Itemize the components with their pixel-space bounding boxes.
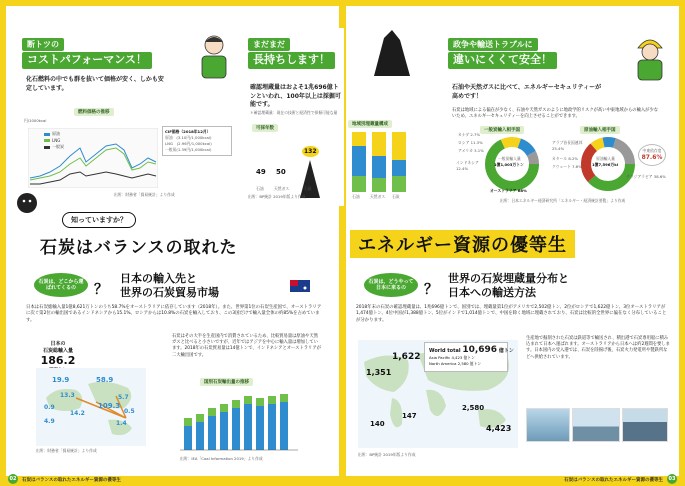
- coal-slice-australia: オーストラリア 68%: [490, 188, 527, 193]
- region-bar-gas: [372, 132, 386, 192]
- reserve-sc-america: 140: [370, 420, 385, 428]
- cif-row-coal: 一般炭(1.39円/1,000kcal): [165, 147, 212, 152]
- reserves-card-note: ＊確認埋蔵量：現在の技術と経済性で採掘可能な量: [250, 110, 338, 115]
- coal-pile-icon: [298, 158, 322, 198]
- r-over-p-value-oil: 49: [256, 168, 266, 176]
- security-card-title: 違いにくくて安全！: [448, 52, 557, 69]
- trade-bars: [184, 394, 288, 450]
- oil-slice-saudi: サウジアラビア 38.6%: [626, 174, 666, 179]
- map-value-3: 13.3: [60, 392, 75, 399]
- security-source: 出所：日本エネルギー経済研究所「エネルギー・経済統計要覧」より作成: [500, 198, 626, 203]
- safety-worker-illustration-icon: [630, 32, 670, 82]
- world-total-line: World total 10,696 億トン: [429, 345, 514, 355]
- map-value-2: 58.9: [96, 376, 114, 384]
- coal-import-chart-title: 一般炭輸入相手国: [480, 126, 524, 134]
- reserve-europe: 1,351: [366, 368, 392, 377]
- coal-mountain-illustration-icon: [374, 30, 410, 76]
- trade-chart-title: 国別石炭輸出量の推移: [200, 378, 253, 386]
- page-number-right: 03: [668, 476, 676, 482]
- cif-row-lng: LNG (2.96円/1,000kcal): [165, 141, 212, 146]
- map-value-10: 0.5: [124, 408, 135, 415]
- fuel-price-series-legend: [44, 131, 64, 151]
- coal-import-center-value: 1億1,003万トン: [494, 162, 524, 167]
- page-number-left: 02: [9, 476, 17, 482]
- reserve-row-2: North America 2,580 億トン: [429, 361, 482, 366]
- mideast-dependency-label: 中東依存度: [642, 148, 662, 153]
- left-section-body: 日本は石炭総輸入量1億8,621万トンのうち58.7%をオーストラリアに依存しています（2018年）。また、世界第1位の石炭生産国で、オーストラリアに次ぐ第2位の輸出国であるインドネシアから15.1%、ロシアからは10.8%の石炭を輸入しており、この3国だけで輸入量全体の約85%を占めています。: [26, 305, 322, 323]
- region-composition-title: 地域別埋蔵量構成: [348, 120, 392, 128]
- map-value-6: 14.2: [70, 410, 85, 417]
- reserves-card-title-small: まだまだ: [248, 38, 290, 51]
- map-value-5: 4.9: [44, 418, 55, 425]
- right-question-bubble: 石炭は、どうやって日本に来るの: [364, 273, 418, 297]
- left-question-mark: ？: [94, 282, 108, 298]
- reserves-source: 出所：BP統計 2019年版より作成: [248, 194, 306, 199]
- oil-import-center-value: 1億7,596万kl: [592, 162, 619, 167]
- map-value-9: 1.4: [116, 420, 127, 427]
- r-over-p-label-gas: 天然ガス: [274, 186, 290, 191]
- region-stacked-bars: [350, 132, 410, 192]
- japan-import-label-1: 日本の: [50, 341, 66, 347]
- reserves-map-source: 出所：BP統計 2019年版より作成: [358, 452, 416, 457]
- left-section-body-2: 石炭はその大半を生産国内で消費されているため、比較貿易量は原油や天然ガスと比べると小さいですが、近年ではアジアを中心に輸入量は増加しています。2018年の石炭貿易量は14億トンで、インドネシアとオーストラリアが二大輸出国です。: [172, 334, 321, 358]
- r-over-p-chart-title: 可採年数: [252, 124, 278, 132]
- map-value-4: 0.9: [44, 404, 55, 411]
- r-over-p-label-coal: 石炭: [304, 186, 312, 191]
- right-section-body-2: 生産地で掘削された石炭は鉄道等で輸送され、積出港で石炭専用船に積み込まれて日本へ運ばれます。オーストラリアから日本へは約2週間を要します。日本国内の受入港では、石炭を陸揚げ後、石炭火力発電所や製鉄所などへ供給されています。: [526, 336, 670, 360]
- cif-row-oil: 原油 (3.10円/1,000kcal): [165, 135, 212, 140]
- cif-price-box: [162, 126, 232, 156]
- coal-slice-russia: ロシア 11.3%: [458, 140, 483, 145]
- security-card-body: 石炭は地域による偏在が少なく、石油や天然ガスのように地政学的リスクが高い中東地域からの輸入が少ないため、エネルギーセキュリティーを向上させることができます。: [452, 108, 659, 120]
- region-col-coal: 石炭: [392, 194, 400, 199]
- australia-flag-icon: [290, 280, 310, 292]
- map-value-8: 5.7: [118, 394, 129, 401]
- security-card-title-small: 政争や輸送トラブルに: [448, 38, 538, 51]
- reserve-africa: 147: [402, 412, 417, 420]
- mideast-dependency-value: 87.6%: [641, 154, 663, 161]
- map-source: 出所：財務省「貿易統計」より作成: [36, 448, 97, 453]
- cost-card-title: コストパフォーマンス！: [22, 52, 152, 69]
- coal-mascot-icon: [16, 190, 38, 214]
- coal-mine-photo: [526, 408, 570, 442]
- legend-coal: 一般炭: [52, 144, 64, 149]
- fuel-price-chart-title: 燃料価格の推移: [74, 108, 114, 116]
- right-question-mark: ？: [424, 282, 438, 298]
- coal-import-center-label: 一般炭輸入量: [498, 156, 521, 161]
- world-total-panel: [424, 342, 514, 372]
- reserves-card-lead: 確認埋蔵量はおよそ1兆696億トンといわれ、100年以上は採掘可能です。: [250, 84, 341, 109]
- legend-lng: LNG: [52, 138, 61, 143]
- cif-price-box-title: CIF価格（2018年12月）: [165, 129, 211, 134]
- reserve-row-1: Asia Pacific 4,423 億トン: [429, 355, 475, 360]
- oil-import-chart-title: 原油輸入相手国: [580, 126, 620, 134]
- region-bar-coal: [392, 132, 406, 192]
- legend-oil: 原油: [52, 131, 60, 136]
- reserve-asia-pacific: 4,423: [486, 424, 512, 433]
- banner-headline-left: 石炭はバランスの取れた: [40, 238, 238, 258]
- trade-source: 出所：IEA「Coal Information 2019」より作成: [180, 456, 263, 461]
- businessman-illustration-icon: [194, 32, 234, 80]
- world-total-value: 10,696: [462, 345, 498, 355]
- footer-right-text: 石炭はバランスの取れたエネルギー資源の優等生: [564, 478, 663, 483]
- oil-slice-uae: アラブ首長国連邦 25.4%: [552, 140, 583, 151]
- region-bar-oil: [352, 132, 366, 192]
- coal-port-photo: [622, 408, 668, 442]
- right-section-heading-2: 日本への輸送方法: [448, 286, 536, 299]
- japan-import-label-2: 石炭総輸入量: [42, 348, 73, 354]
- oil-slice-qatar: カタール 8.2%: [552, 156, 578, 161]
- cost-card-lead: 化石燃料の中でも群を抜いて価格が安く、しかも安定しています。: [26, 76, 164, 92]
- region-composition-card: [346, 118, 430, 206]
- oil-import-center-label: 原油輸入量: [596, 156, 615, 161]
- r-over-p-value-coal: 132: [304, 148, 317, 155]
- oil-slice-kuwait: クウェート 7.6%: [552, 164, 582, 169]
- coal-slice-usa: アメリカ 3.1%: [458, 148, 484, 153]
- footer-left-text: 石炭はバランスの取れたエネルギー資源の優等生: [22, 478, 121, 483]
- cost-card-title-small: 断トツの: [22, 38, 64, 51]
- r-over-p-label-oil: 石油: [256, 186, 264, 191]
- reserve-cis: 1,622: [392, 352, 421, 362]
- region-col-oil: 石油: [352, 194, 360, 199]
- did-you-know-badge: 知っていますか？: [62, 212, 136, 228]
- banner-headline-right: エネルギー資源の優等生: [350, 230, 575, 258]
- fuel-price-source: 出所：財務省「貿易統計」より作成: [114, 192, 175, 197]
- r-over-p-value-gas: 50: [276, 168, 286, 176]
- region-col-gas: 天然ガス: [370, 194, 386, 199]
- trade-stacked-bar-chart: [180, 390, 298, 452]
- coal-slice-canada: カナダ 2.7%: [458, 132, 481, 137]
- left-question-bubble: 石炭は、どこから運ばれてくるの: [34, 273, 88, 297]
- left-section-heading-1: 日本の輸入先と: [120, 272, 197, 285]
- fuel-price-y-unit: 円/1000kcal: [24, 118, 47, 123]
- map-value-1: 19.9: [52, 376, 70, 384]
- reserves-card-title: 長持ちします！: [248, 52, 335, 69]
- right-section-heading-1: 世界の石炭埋蔵量分布と: [448, 272, 569, 285]
- coal-ship-photo: [572, 408, 620, 442]
- reserves-card: [244, 28, 344, 206]
- coal-slice-indonesia: インドネシア 12.4%: [456, 160, 479, 171]
- map-value-7: 109.3: [98, 402, 121, 410]
- japan-import-value: 186.2: [40, 354, 76, 367]
- mideast-dependency-callout: [638, 144, 666, 166]
- security-card-lead: 石油や天然ガスに比べて、エネルギーセキュリティーが高めです！: [452, 84, 602, 100]
- left-section-heading-2: 世界の石炭貿易市場: [120, 286, 219, 299]
- right-section-body: 2018年末の石炭の確認埋蔵量は、1兆696億トンで、国別では、埋蔵量第1位がアメリカで2,502億トン、2位がロシアで1,622億トン、3位オーストラリアが1,474億トン、4位中国が1,388億トン、5位がインドで1,014億トンで、中国を除く地域に埋蔵されており、石炭は比較的全世界に偏在なく分布していることが分かります。: [356, 305, 667, 323]
- reserve-north-america: 2,580: [462, 404, 485, 412]
